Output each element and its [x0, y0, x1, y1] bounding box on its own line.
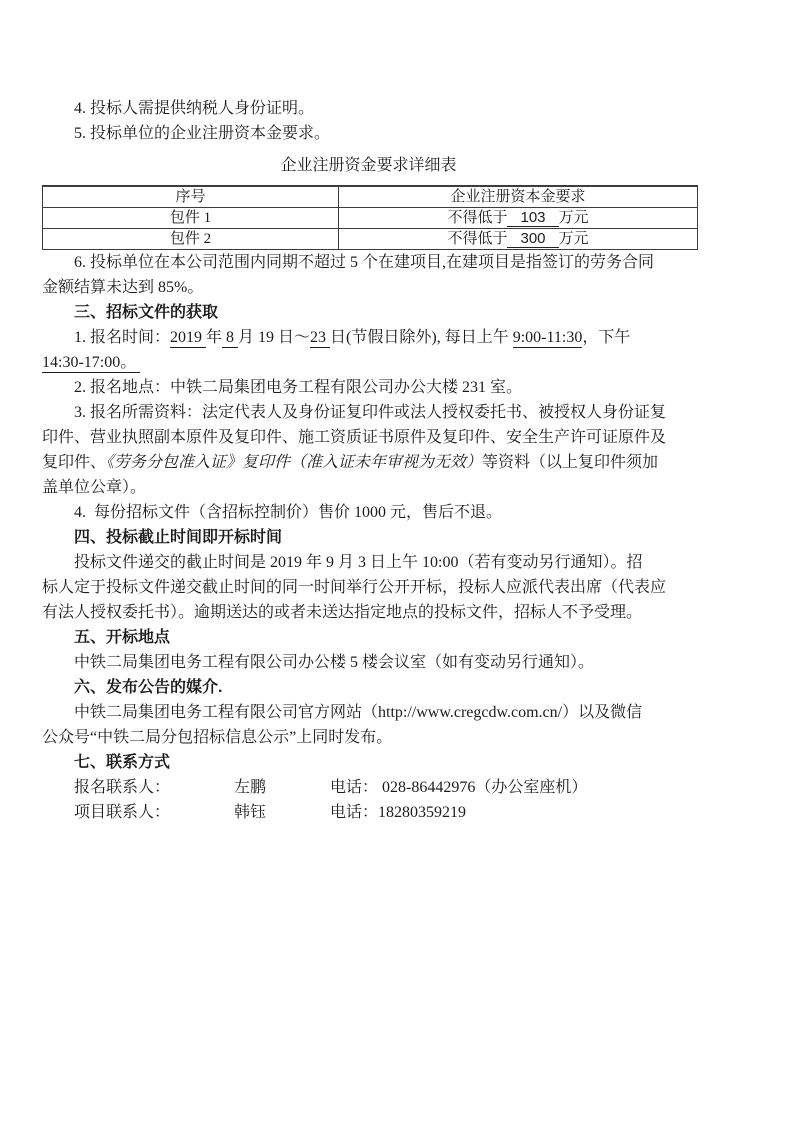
materials-permit-italic: 《劳务分包准入证》复印件（准入证未年审视为无效）: [106, 454, 483, 471]
paragraph-item-6-line-1: 6. 投标单位在本公司范围内同期不超过 5 个在建项目,在建项目是指签订的劳务合同: [74, 254, 655, 271]
requirement-suffix: 万元: [558, 230, 589, 247]
contact-phone: 电话：18280359219: [330, 804, 467, 821]
package-2-label: 包件 2: [43, 229, 339, 250]
time-afternoon-underlined: 14:30-17:00。: [42, 354, 141, 371]
bid-opening-place-line: 中铁二局集团电务工程有限公司办公楼 5 楼会议室（如有变动另行通知）。: [74, 654, 595, 671]
time-year-underlined: 2019: [170, 329, 207, 346]
requirement-prefix: 不得低于: [447, 230, 508, 247]
requirement-prefix: 不得低于: [447, 209, 508, 226]
table-row-package-1: [43, 208, 698, 229]
package-2-requirement: [339, 229, 698, 250]
contact-name: 韩钰: [234, 804, 267, 821]
materials-line-3: [42, 450, 702, 475]
document-content: [42, 96, 702, 825]
section-4-heading: 四、投标截止时间即开标时间: [74, 529, 283, 546]
announcement-media-line-2: 公众号“中铁二局分包招标信息公示”上同时发布。: [42, 729, 393, 746]
contact-label: 项目联系人：: [74, 804, 171, 821]
paragraph-item-5: 5. 投标单位的企业注册资本金要求。: [74, 125, 331, 142]
time-month-underlined: 8: [222, 329, 239, 346]
requirement-value: 300: [507, 230, 558, 248]
capital-table-header-row: [43, 186, 698, 208]
contact-name: 左鹏: [234, 779, 267, 796]
contact-row-project: [42, 800, 702, 825]
requirement-value: 103: [507, 209, 558, 227]
contact-phone: 电话： 028-86442976（办公室座机）: [330, 779, 588, 796]
materials-text: 等资料（以上复印件须加: [482, 454, 659, 471]
package-1-label: 包件 1: [43, 208, 339, 229]
deadline-line-2: 标人定于投标文件递交截止时间的同一时间举行公开开标，投标人应派代表出席（代表应: [42, 579, 667, 596]
requirement-suffix: 万元: [558, 209, 589, 226]
time-endday-underlined: 23: [310, 329, 331, 346]
announcement-media-line-1: 中铁二局集团电务工程有限公司官方网站（http://www.cregcdw.com.cn/）以及微信: [74, 704, 643, 721]
capital-table: [42, 185, 698, 250]
section-6-heading: 六、发布公告的媒介.: [74, 679, 223, 696]
time-text: 年: [206, 329, 223, 346]
header-cell-sequence: 序号: [43, 186, 339, 208]
deadline-line-1: 投标文件递交的截止时间是 2019 年 9 月 3 日上午 10:00（若有变动另行通知）。招: [74, 554, 643, 571]
document-price-line: 4. 每份招标文件（含招标控制价）售价 1000 元，售后不退。: [74, 504, 503, 521]
time-text: 月 19 日～: [238, 329, 311, 346]
registration-place-line: 2. 报名地点：中铁二局集团电务工程有限公司办公大楼 231 室。: [74, 379, 523, 396]
time-morning-underlined: 9:00-11:30: [512, 329, 583, 346]
section-7-heading: 七、联系方式: [74, 754, 171, 771]
capital-table-title: 企业注册资金要求详细表: [280, 157, 457, 174]
section-5-heading: 五、开标地点: [74, 629, 171, 646]
materials-text: 复印件、: [42, 454, 107, 471]
paragraph-item-4: 4. 投标人需提供纳税人身份证明。: [74, 100, 315, 117]
time-text: ，下午: [582, 329, 631, 346]
materials-line-2: 印件、营业执照副本原件及复印件、施工资质证书原件及复印件、安全生产许可证原件及: [42, 429, 667, 446]
registration-time-line-1: [42, 325, 702, 350]
contact-row-registration: [42, 775, 702, 800]
materials-line-4: 盖单位公章）。: [42, 479, 147, 496]
header-cell-requirement: 企业注册资本金要求: [339, 186, 698, 208]
package-1-requirement: [339, 208, 698, 229]
deadline-line-3: 有法人授权委托书）。逾期送达的或者未送达指定地点的投标文件，招标人不予受理。: [42, 604, 643, 621]
time-text: 日(节假日除外), 每日上午: [330, 329, 513, 346]
registration-time-line-2: [42, 350, 702, 375]
time-text: 1. 报名时间：: [74, 329, 171, 346]
materials-line-1: 3. 报名所需资料：法定代表人及身份证复印件或法人授权委托书、被授权人身份证复: [74, 404, 667, 421]
table-row-package-2: [43, 229, 698, 250]
contact-label: 报名联系人：: [74, 779, 171, 796]
paragraph-item-6-line-2: 金额结算未达到 85%。: [42, 279, 204, 296]
section-3-heading: 三、招标文件的获取: [74, 304, 219, 321]
